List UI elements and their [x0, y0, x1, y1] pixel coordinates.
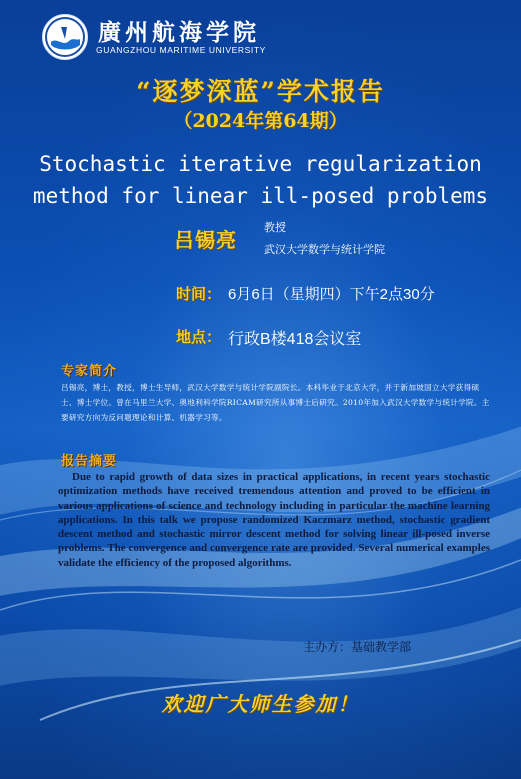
time-value: 6月6日（星期四）下午2点30分 [228, 286, 435, 303]
university-logo [42, 14, 88, 60]
speaker-affiliation: 武汉大学数学与统计学院 [264, 244, 385, 256]
place-label: 地点： [176, 328, 222, 346]
time-label: 时间： [176, 285, 222, 303]
series-title: “逐梦深蓝”学术报告 [136, 77, 385, 106]
talk-title-line-1: Stochastic iterative regularization [39, 152, 482, 176]
bio-text: 吕锡亮，博士，教授，博士生导师，武汉大学数学与统计学院副院长。本科毕业于北京大学，并于新加坡国立大学获得硕士、博士学位。曾在马里兰大学、奥地利科学院RICAM研究所从事博士后研究。2010年加入武汉大学数学与统计学院。主要研究方向为反问题理论和计算、机器学习等。 [61, 383, 490, 422]
university-name-cn: 廣州航海学院 [98, 19, 260, 46]
bio-heading: 专家简介 [61, 364, 118, 379]
abstract-text: Due to rapid growth of data sizes in practical applications, in recent years stochastic optimization methods have received tremendous attention and proved to be efficient in various applications of science and technology including in particular the machine learning applications. In this talk we propose randomized Kaczmarz method, stochastic gradient descent method and stochastic mirror descent method for solving linear ill-posed inverse problems. The convergence and convergence rate are provided. Several numerical examples validate the efficiency of the proposed algorithms. [58, 471, 490, 569]
university-name-en: GUANGZHOU MARITIME UNIVERSITY [96, 45, 266, 55]
abstract-heading: 报告摘要 [61, 454, 118, 469]
talk-title [10, 148, 511, 212]
welcome-message: 欢迎广大师生参加！ [161, 692, 360, 716]
organizer: 主办方：基础教学部 [303, 640, 412, 654]
speaker-name: 吕锡亮 [174, 228, 237, 252]
university-seal-icon [42, 14, 88, 60]
place-value: 行政B楼418会议室 [228, 331, 362, 348]
series-issue: （2024年第64期） [173, 110, 348, 132]
talk-title-line-2: method for linear ill-posed problems [32, 184, 489, 208]
speaker-title: 教授 [264, 222, 286, 234]
